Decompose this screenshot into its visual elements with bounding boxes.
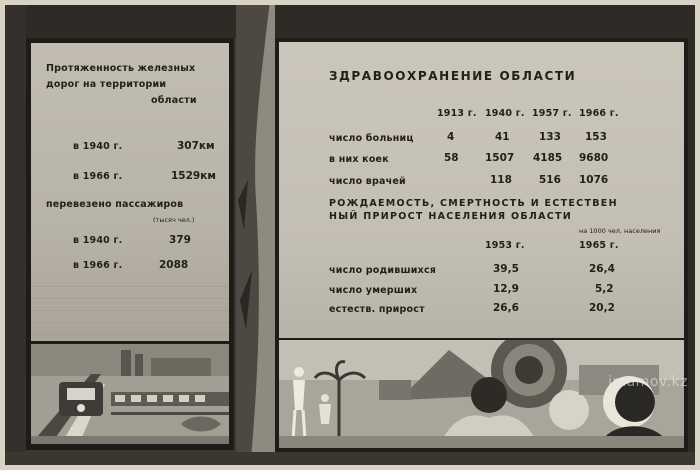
- beds-1957: 4185: [533, 152, 563, 164]
- railway-illustration: [31, 344, 229, 444]
- passengers-heading: перевезено пассажиров: [46, 199, 184, 210]
- doctors-1966: 1076: [579, 174, 609, 186]
- rail-year-1966: в 1966 г.: [73, 171, 123, 182]
- doctors-1940: 118: [490, 174, 512, 186]
- birth-death-heading-line-1: РОЖДАЕМОСТЬ, СМЕРТНОСТЬ И ЕСТЕСТВЕН: [329, 198, 618, 209]
- hospitals-label: число больниц: [329, 133, 414, 144]
- passengers-value-1966: 2088: [159, 259, 189, 271]
- health-title: ЗДРАВООХРАНЕНИЕ ОБЛАСТИ: [329, 69, 577, 83]
- doctors-label: число врачей: [329, 176, 406, 187]
- born-1953: 39,5: [493, 263, 519, 275]
- rail-value-1966: 1529км: [171, 170, 216, 182]
- hospitals-1913: 4: [447, 131, 455, 143]
- health-illustration: [279, 340, 684, 448]
- died-1965: 5,2: [595, 283, 614, 295]
- railway-stats-panel: [31, 43, 229, 341]
- rail-year-1940: в 1940 г.: [73, 141, 123, 152]
- beds-label: в них коек: [329, 154, 389, 165]
- rail-heading-line-1: Протяженность железных: [46, 63, 196, 74]
- birth-death-heading-line-2: НЫЙ ПРИРОСТ НАСЕЛЕНИЯ ОБЛАСТИ: [329, 211, 573, 222]
- beds-1966: 9680: [579, 152, 609, 164]
- growth-1965: 20,2: [589, 302, 615, 314]
- panel-stripes: [31, 278, 229, 341]
- passengers-unit: (тысяч чел.): [153, 216, 195, 224]
- growth-1953: 26,6: [493, 302, 519, 314]
- rail-heading-line-2: дорог на территории: [46, 79, 167, 90]
- passengers-year-1940: в 1940 г.: [73, 235, 123, 246]
- born-label: число родившихся: [329, 265, 437, 276]
- watermark: imamov.kz: [608, 374, 688, 390]
- died-label: число умерших: [329, 285, 418, 296]
- rail-value-1940: 307км: [177, 140, 215, 152]
- year-1940: 1940 г.: [485, 108, 525, 119]
- year-1965: 1965 г.: [579, 240, 619, 251]
- year-1953: 1953 г.: [485, 240, 525, 251]
- hospitals-1957: 133: [539, 131, 561, 143]
- year-1957: 1957 г.: [532, 108, 572, 119]
- passengers-year-1966: в 1966 г.: [73, 260, 123, 271]
- per-thousand-unit: на 1000 чел. населения: [579, 227, 661, 235]
- beds-1913: 58: [444, 152, 459, 164]
- born-1965: 26,4: [589, 263, 615, 275]
- growth-label: естеств. прирост: [329, 304, 425, 315]
- year-1913: 1913 г.: [437, 108, 477, 119]
- hospitals-1966: 153: [585, 131, 607, 143]
- beds-1940: 1507: [485, 152, 515, 164]
- hospitals-1940: 41: [495, 131, 510, 143]
- health-stats-panel: [279, 42, 684, 338]
- died-1953: 12,9: [493, 283, 519, 295]
- rail-heading-line-3: области: [151, 95, 197, 106]
- passengers-value-1940: 379: [169, 234, 191, 246]
- left-board: [26, 38, 234, 450]
- year-1966: 1966 г.: [579, 108, 619, 119]
- doctors-1957: 516: [539, 174, 561, 186]
